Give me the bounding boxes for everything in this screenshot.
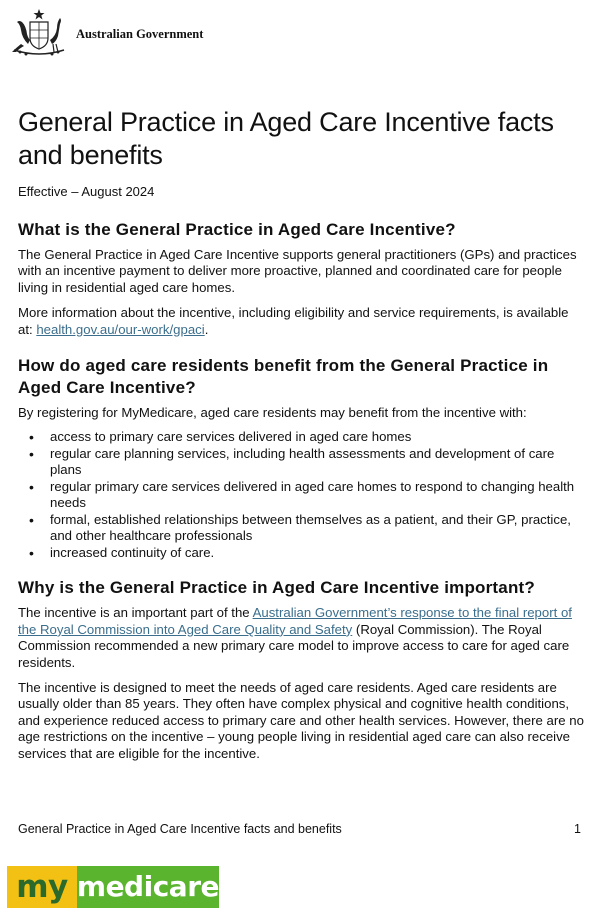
paragraph-text: More information about the incentive, including eligibility and service requirements, is available at: [18, 305, 569, 337]
mymedicare-logo [7, 866, 219, 908]
paragraph-end: (Royal Commission). The Royal Commission recommended a new primary care model to improve access to care for aged care residents. [18, 621, 570, 670]
footer-title: General Practice in Aged Care Incentive facts and benefits [18, 822, 342, 836]
page-header [8, 8, 203, 58]
document-body [18, 106, 584, 762]
effective-date: Effective – August 2024 [18, 184, 155, 199]
section-heading-importance: Why is the General Practice in Aged Care Incentive important? [18, 578, 535, 598]
list-item: • increased continuity of care. [18, 545, 584, 561]
government-name: Australian Government [76, 26, 204, 41]
section-importance-paragraph-1 [18, 605, 584, 671]
section-what-paragraph-1: The General Practice in Aged Care Incentive supports general practitioners (GPs) and practices with an incentive payment to deliver more proactive, planned and coordinated care for people living in residential aged care homes. [18, 247, 577, 295]
section-heading-benefits: How do aged care residents benefit from the General Practice in Aged Care Incentive? [18, 356, 549, 398]
section-what-paragraph-2 [18, 305, 584, 338]
section-importance-paragraph-2: The incentive is designed to meet the needs of aged care residents. Aged care residents are usually older than 85 years. They often have complex physical and cognitive health conditions, and experience reduced access to primary care and other health services. However, there are no age restrictions on the incentive – young people living in residential aged care can also receive services that are eligible for the incentive. [18, 680, 584, 761]
section-benefits-intro: By registering for MyMedicare, aged care residents may benefit from the incentive with: [18, 405, 527, 421]
page-title: General Practice in Aged Care Incentive facts and benefits [18, 107, 554, 170]
list-item: • formal, established relationships between themselves as a patient, and their GP, practice, and other healthcare professionals [18, 512, 584, 544]
gpaci-link[interactable]: health.gov.au/our-work/gpaci [36, 321, 205, 337]
list-item: • regular care planning services, including health assessments and development of care plans [18, 446, 584, 478]
coat-of-arms-icon [8, 8, 70, 58]
royal-commission-report-link[interactable]: Australian Government’s response to the final report of the Royal Commission into Aged Care Quality and Safety [18, 605, 572, 637]
list-item: • regular primary care services delivered in aged care homes to respond to changing health needs [18, 479, 584, 511]
benefits-list [18, 429, 584, 561]
section-heading-what: What is the General Practice in Aged Care Incentive? [18, 220, 456, 239]
list-item: • access to primary care services delivered in aged care homes [18, 429, 584, 445]
paragraph-end: . [204, 321, 209, 337]
logo-medicare: medicare [77, 866, 219, 908]
logo-my: my [7, 866, 77, 908]
page-number: 1 [574, 822, 581, 836]
paragraph-text: The incentive is an important part of the [18, 605, 253, 621]
